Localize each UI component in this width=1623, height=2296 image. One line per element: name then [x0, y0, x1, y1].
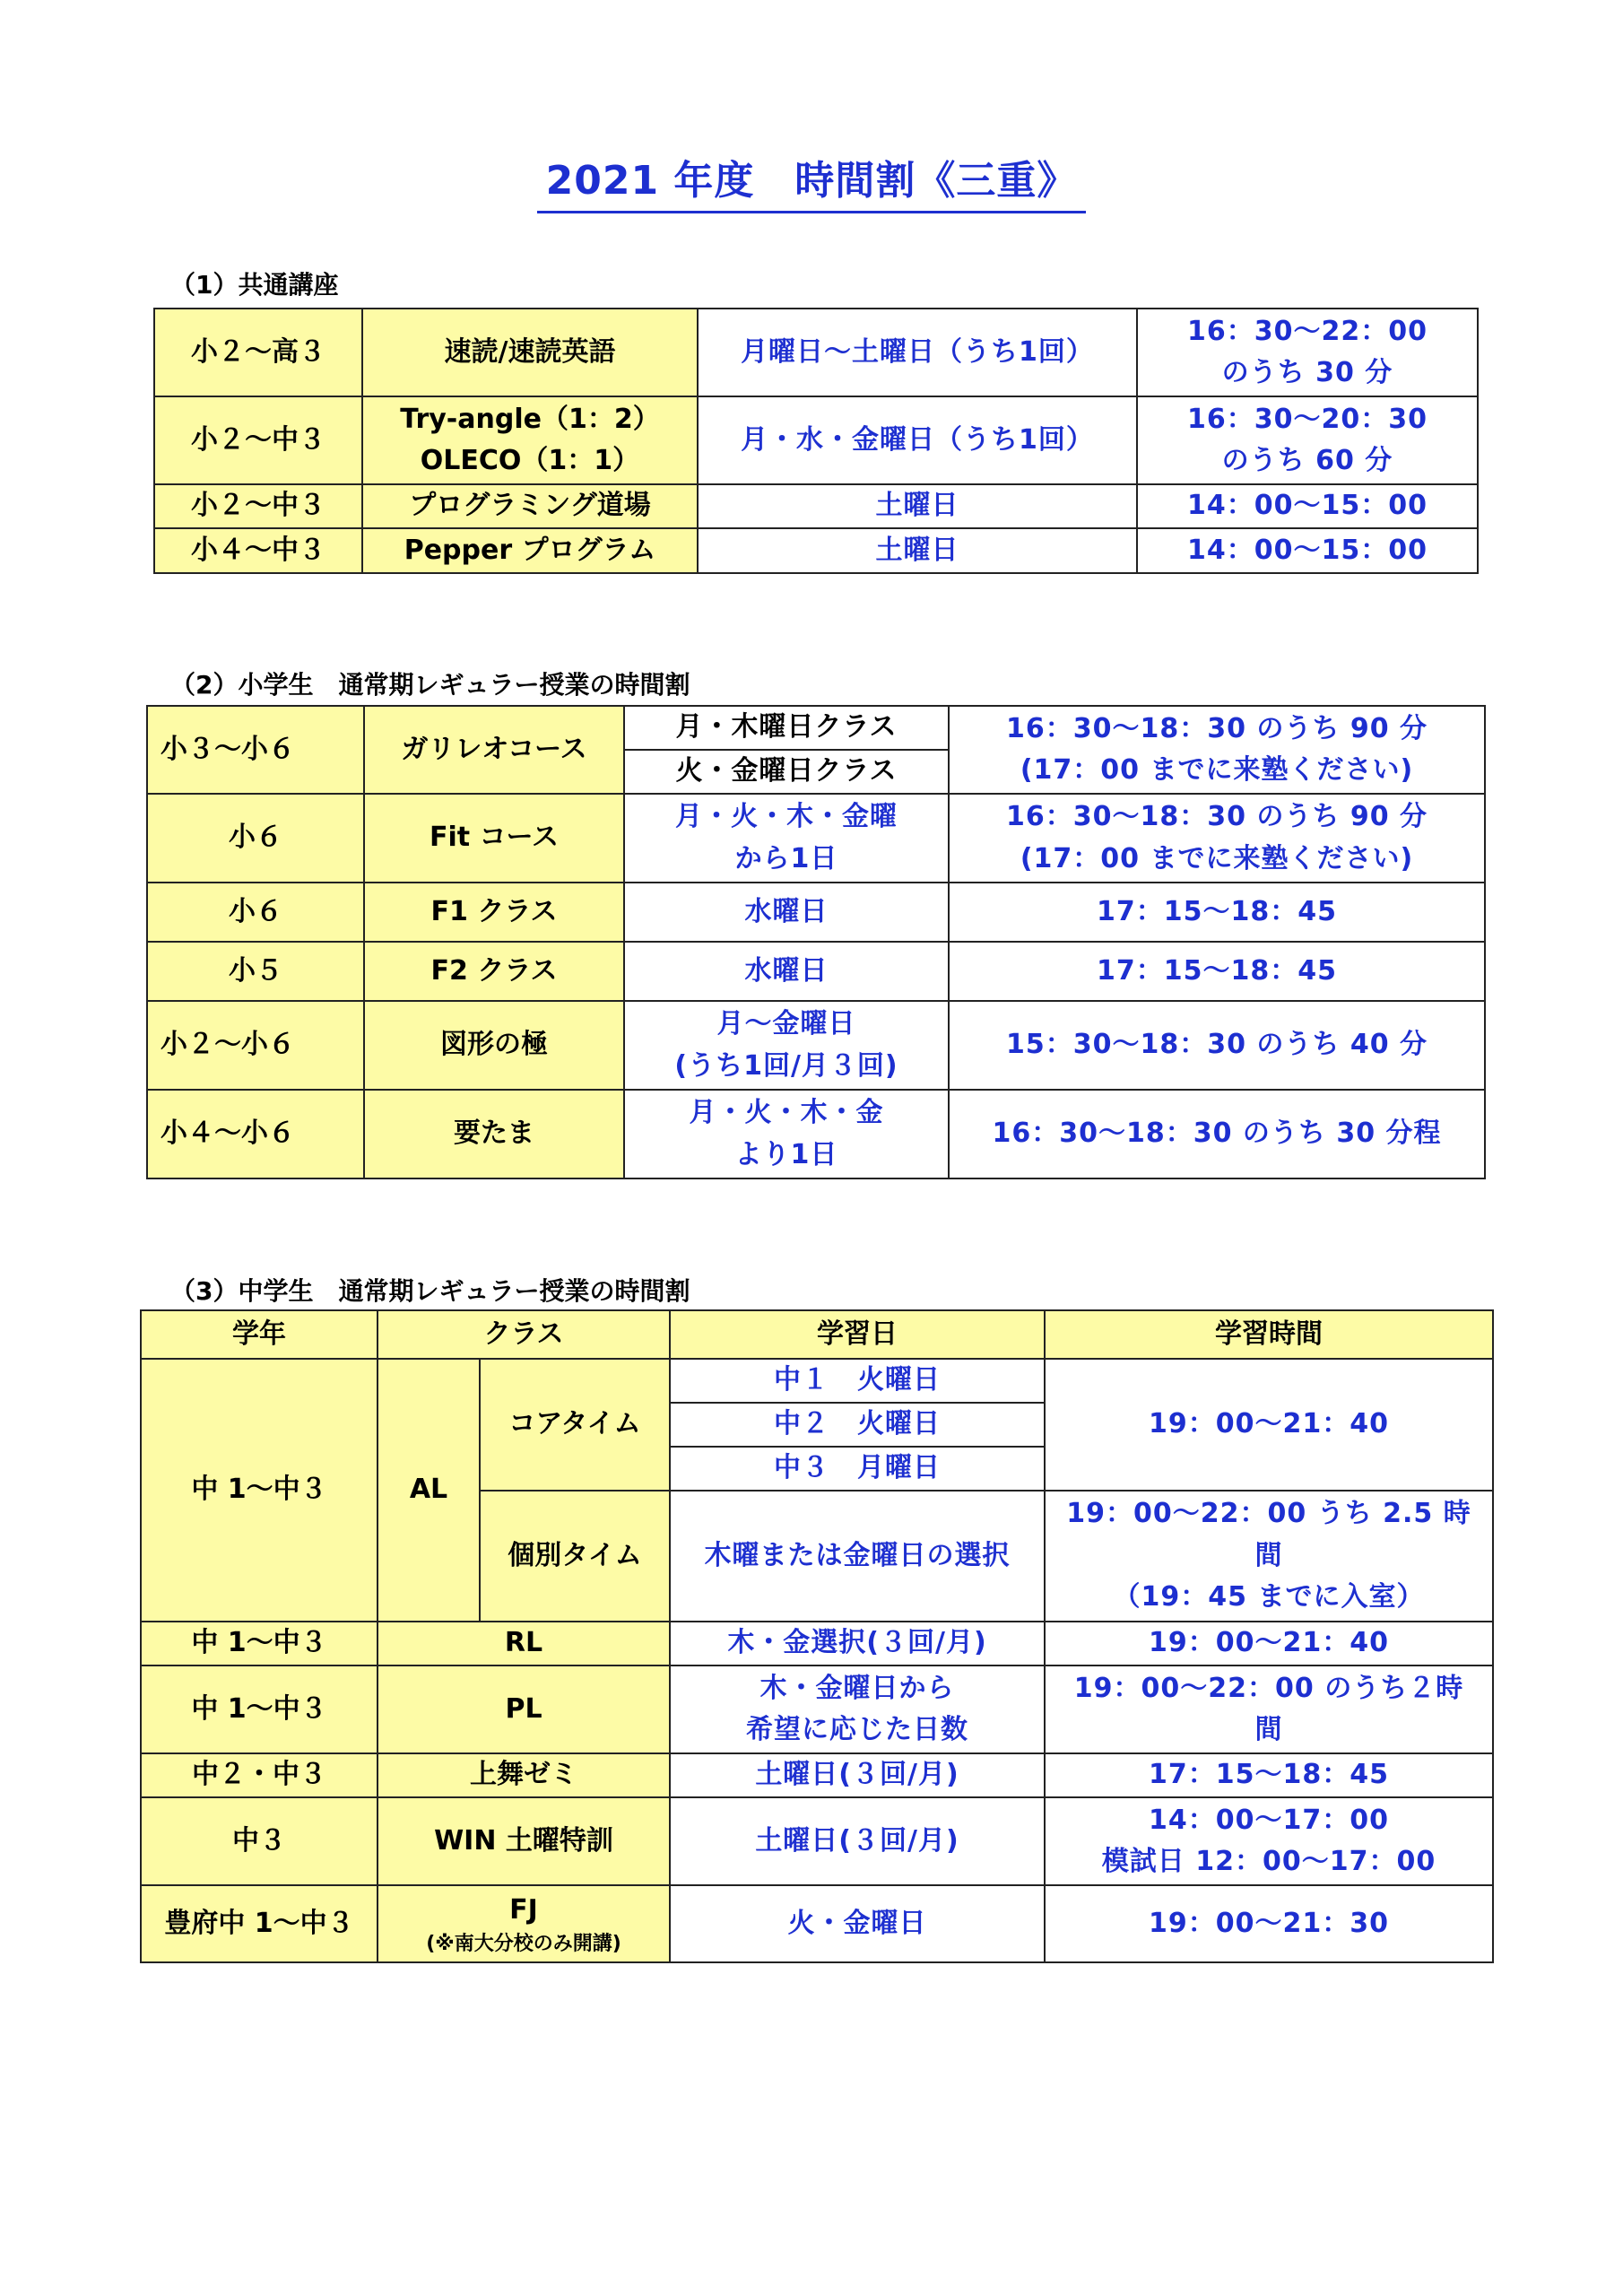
course-cell: Pepper プログラム — [362, 528, 698, 573]
table-row — [141, 1359, 1493, 1403]
days-cell: 月～金曜日 (うち1回/月３回) — [624, 1001, 949, 1090]
time-cell: 17：15～18：45 — [949, 883, 1485, 942]
time-cell: 19：00～22：00 のうち２時 間 — [1045, 1665, 1493, 1753]
time-cell: 16：30～18：30 のうち 90 分 (17：00 までに来塾ください) — [949, 706, 1485, 794]
time-cell: 17：15～18：45 — [949, 942, 1485, 1001]
section2-table — [146, 705, 1486, 1179]
table-row — [141, 1797, 1493, 1885]
class-cell: FJ (※南大分校のみ開講) — [378, 1885, 670, 1962]
time-cell: 19：00～22：00 うち 2.5 時 間 （19：45 までに入室） — [1045, 1491, 1493, 1622]
days-cell: 火・金曜日クラス — [624, 750, 949, 794]
subclass-cell: 個別タイム — [480, 1491, 670, 1622]
time-cell: 16：30～20：30 のうち 60 分 — [1137, 396, 1478, 484]
grade-cell: 小６ — [147, 794, 364, 883]
days-cell: 土曜日(３回/月) — [670, 1753, 1045, 1797]
course-cell: 速読/速読英語 — [362, 309, 698, 396]
table-row — [141, 1885, 1493, 1962]
grade-cell: 中３ — [141, 1797, 378, 1885]
time-cell: 17：15～18：45 — [1045, 1753, 1493, 1797]
class-note: (※南大分校のみ開講) — [426, 1932, 621, 1955]
days-cell: 木曜または金曜日の選択 — [670, 1491, 1045, 1622]
section2-heading: （2）小学生 通常期レギュラー授業の時間割 — [170, 670, 690, 700]
grade-cell: 小２～小６ — [147, 1001, 364, 1090]
table-row — [154, 309, 1478, 396]
course-cell: プログラミング道場 — [362, 484, 698, 528]
class-cell: AL — [378, 1359, 480, 1622]
time-cell: 14：00～15：00 — [1137, 484, 1478, 528]
table-row — [147, 794, 1485, 883]
grade-cell: 豊府中 1～中３ — [141, 1885, 378, 1962]
grade-cell: 中 1～中３ — [141, 1622, 378, 1665]
table-row — [154, 484, 1478, 528]
grade-cell: 小５ — [147, 942, 364, 1001]
days-cell: 水曜日 — [624, 942, 949, 1001]
days-cell: 木・金選択(３回/月) — [670, 1622, 1045, 1665]
course-cell: 要たま — [364, 1090, 624, 1178]
days-cell: 木・金曜日から 希望に応じた日数 — [670, 1665, 1045, 1753]
days-cell: 月・火・木・金 より1日 — [624, 1090, 949, 1178]
class-cell: RL — [378, 1622, 670, 1665]
days-cell: 中１ 火曜日 — [670, 1359, 1045, 1403]
grade-cell: 小２～中３ — [154, 484, 362, 528]
time-cell: 16：30～22：00 のうち 30 分 — [1137, 309, 1478, 396]
class-cell: 上舞ゼミ — [378, 1753, 670, 1797]
course-cell: ガリレオコース — [364, 706, 624, 794]
table-row — [141, 1665, 1493, 1753]
table-header-row — [141, 1310, 1493, 1359]
course-cell: 図形の極 — [364, 1001, 624, 1090]
table-row — [141, 1753, 1493, 1797]
time-cell: 14：00～17：00 模試日 12：00～17：00 — [1045, 1797, 1493, 1885]
page-title-text: 2021 年度 時間割《三重》 — [537, 148, 1087, 213]
class-cell: PL — [378, 1665, 670, 1753]
grade-cell: 小２～中３ — [154, 396, 362, 484]
table-row — [147, 706, 1485, 750]
grade-cell: 小６ — [147, 883, 364, 942]
section1-heading: （1）共通講座 — [170, 270, 339, 300]
table-row — [141, 1622, 1493, 1665]
table-row — [147, 1090, 1485, 1178]
days-cell: 火・金曜日 — [670, 1885, 1045, 1962]
section1-table — [153, 308, 1479, 574]
course-cell: Try-angle（1：2） OLECO（1：1） — [362, 396, 698, 484]
days-cell: 月曜日～土曜日（うち1回） — [698, 309, 1137, 396]
time-cell: 15：30～18：30 のうち 40 分 — [949, 1001, 1485, 1090]
header-time: 学習時間 — [1045, 1310, 1493, 1359]
grade-cell: 中 1～中３ — [141, 1359, 378, 1622]
time-cell: 19：00～21：30 — [1045, 1885, 1493, 1962]
table-row — [147, 1001, 1485, 1090]
days-cell: 土曜日(３回/月) — [670, 1797, 1045, 1885]
days-cell: 中２ 火曜日 — [670, 1403, 1045, 1447]
time-cell: 16：30～18：30 のうち 90 分 (17：00 までに来塾ください) — [949, 794, 1485, 883]
course-cell: F2 クラス — [364, 942, 624, 1001]
subclass-cell: コアタイム — [480, 1359, 670, 1491]
time-cell: 14：00～15：00 — [1137, 528, 1478, 573]
table-row — [147, 883, 1485, 942]
days-cell: 土曜日 — [698, 484, 1137, 528]
grade-cell: 小４～小６ — [147, 1090, 364, 1178]
section3-heading: （3）中学生 通常期レギュラー授業の時間割 — [170, 1276, 690, 1306]
days-cell: 土曜日 — [698, 528, 1137, 573]
time-cell: 19：00～21：40 — [1045, 1359, 1493, 1491]
days-cell: 水曜日 — [624, 883, 949, 942]
time-cell: 19：00～21：40 — [1045, 1622, 1493, 1665]
header-days: 学習日 — [670, 1310, 1045, 1359]
time-cell: 16：30～18：30 のうち 30 分程 — [949, 1090, 1485, 1178]
table-row — [147, 942, 1485, 1001]
header-grade: 学年 — [141, 1310, 378, 1359]
page-title — [0, 148, 1623, 213]
grade-cell: 小４～中３ — [154, 528, 362, 573]
table-row — [154, 528, 1478, 573]
course-cell: Fit コース — [364, 794, 624, 883]
days-cell: 月・水・金曜日（うち1回） — [698, 396, 1137, 484]
section3-table — [140, 1309, 1494, 1963]
table-row — [154, 396, 1478, 484]
grade-cell: 小２～高３ — [154, 309, 362, 396]
days-cell: 月・火・木・金曜 から1日 — [624, 794, 949, 883]
grade-cell: 小３～小６ — [147, 706, 364, 794]
grade-cell: 中２・中３ — [141, 1753, 378, 1797]
header-class: クラス — [378, 1310, 670, 1359]
days-cell: 中３ 月曜日 — [670, 1447, 1045, 1491]
grade-cell: 中 1～中３ — [141, 1665, 378, 1753]
class-cell: WIN 土曜特訓 — [378, 1797, 670, 1885]
course-cell: F1 クラス — [364, 883, 624, 942]
days-cell: 月・木曜日クラス — [624, 706, 949, 750]
